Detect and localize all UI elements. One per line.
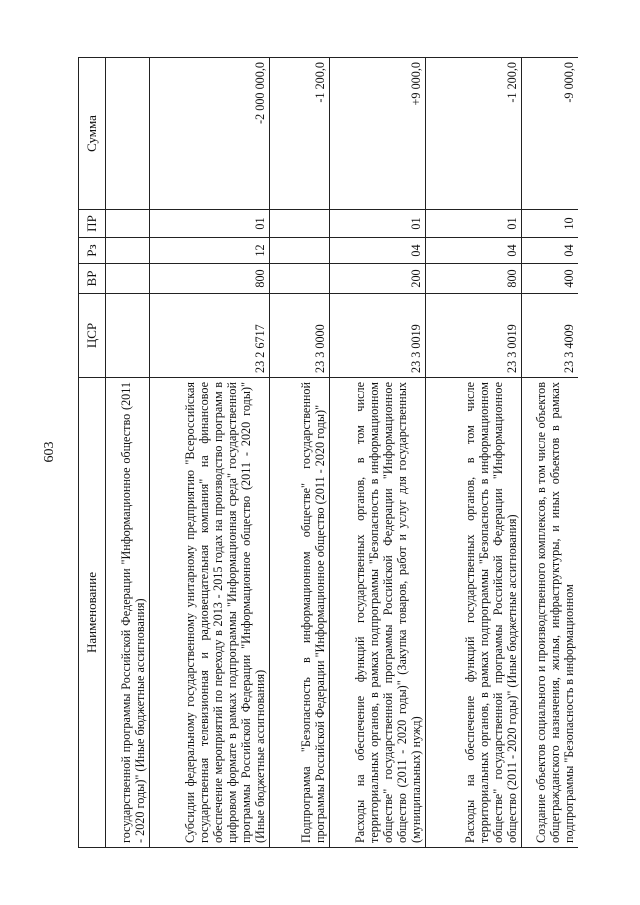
row-pr <box>106 210 150 238</box>
row-rz: 04 <box>330 238 426 264</box>
row-rz <box>270 238 330 264</box>
row-name: Расходы на обеспечение функций государственных органов, в том числе территориальных органов, в рамках подпрограммы "Безопасность в информационном обществе" государственной программы Российской Федерации "Информационное общество (2011 - 2020 годы)" (Закупка товаров, работ и услуг для государственных (муниципальных) нужд) <box>330 378 426 848</box>
row-vr: 800 <box>150 264 270 294</box>
row-csr: 23 3 4009 <box>522 294 578 378</box>
row-csr <box>106 294 150 378</box>
row-vr: 800 <box>426 264 522 294</box>
table-row <box>106 58 150 848</box>
table-row <box>270 58 330 848</box>
header-pr: ПР <box>79 210 106 238</box>
header-vr: ВР <box>79 264 106 294</box>
header-sum: Сумма <box>79 58 106 210</box>
row-vr <box>270 264 330 294</box>
row-vr <box>106 264 150 294</box>
row-name: Подпрограмма "Безопасность в информационном обществе" государственной программы Российской Федерации "Информационное общество (2011 - 2020 годы)" <box>270 378 330 848</box>
row-csr: 23 3 0019 <box>426 294 522 378</box>
header-name: Наименование <box>79 378 106 848</box>
table-row <box>150 58 270 848</box>
row-pr: 01 <box>150 210 270 238</box>
row-sum: +9 000,0 <box>330 58 426 210</box>
header-csr: ЦСР <box>79 294 106 378</box>
row-sum: -9 000,0 <box>522 58 578 210</box>
row-sum: -1 200,0 <box>426 58 522 210</box>
table-row <box>522 58 578 848</box>
row-pr: 10 <box>522 210 578 238</box>
row-name: Создание объектов социального и производственного комплексов, в том числе объектов общегражданского назначения, жилья, инфраструктуры, и иных объектов в рамках подпрограммы "Безопасность в информационном <box>522 378 578 848</box>
row-rz: 04 <box>426 238 522 264</box>
row-sum: -1 200,0 <box>270 58 330 210</box>
row-pr: 01 <box>330 210 426 238</box>
table-row <box>330 58 426 848</box>
table-header-row <box>79 58 106 848</box>
row-name: Расходы на обеспечение функций государственных органов, в том числе территориальных органов, в рамках подпрограммы "Безопасность в информационном обществе" государственной программы Российской Федерации "Информационное общество (2011 - 2020 годы)" (Иные бюджетные ассигнования) <box>426 378 522 848</box>
row-csr: 23 2 6717 <box>150 294 270 378</box>
row-pr: 01 <box>426 210 522 238</box>
row-rz: 12 <box>150 238 270 264</box>
row-rz <box>106 238 150 264</box>
row-sum <box>106 58 150 210</box>
row-vr: 200 <box>330 264 426 294</box>
row-vr: 400 <box>522 264 578 294</box>
rotated-page <box>78 58 608 848</box>
header-rz: Рз <box>79 238 106 264</box>
row-csr: 23 3 0000 <box>270 294 330 378</box>
page-number: 603 <box>42 441 57 463</box>
budget-table <box>78 57 578 848</box>
table-row <box>426 58 522 848</box>
row-rz: 04 <box>522 238 578 264</box>
row-pr <box>270 210 330 238</box>
row-csr: 23 3 0019 <box>330 294 426 378</box>
row-name: государственной программы Российской Федерации "Информационное общество (2011 - 2020 годы)" (Иные бюджетные ассигнования) <box>106 378 150 848</box>
row-sum: -2 000 000,0 <box>150 58 270 210</box>
row-name: Субсидии федеральному государственному унитарному предприятию "Всероссийская государственная телевизионная и радиовещательная компания" на финансовое обеспечение мероприятий по переходу в 2013 - 2015 годах на производство программ в цифровом формате в рамках подпрограммы "Информационная среда" государственной программы Российской Федерации "Информационное общество (2011 - 2020 годы)" (Иные бюджетные ассигнования) <box>150 378 270 848</box>
